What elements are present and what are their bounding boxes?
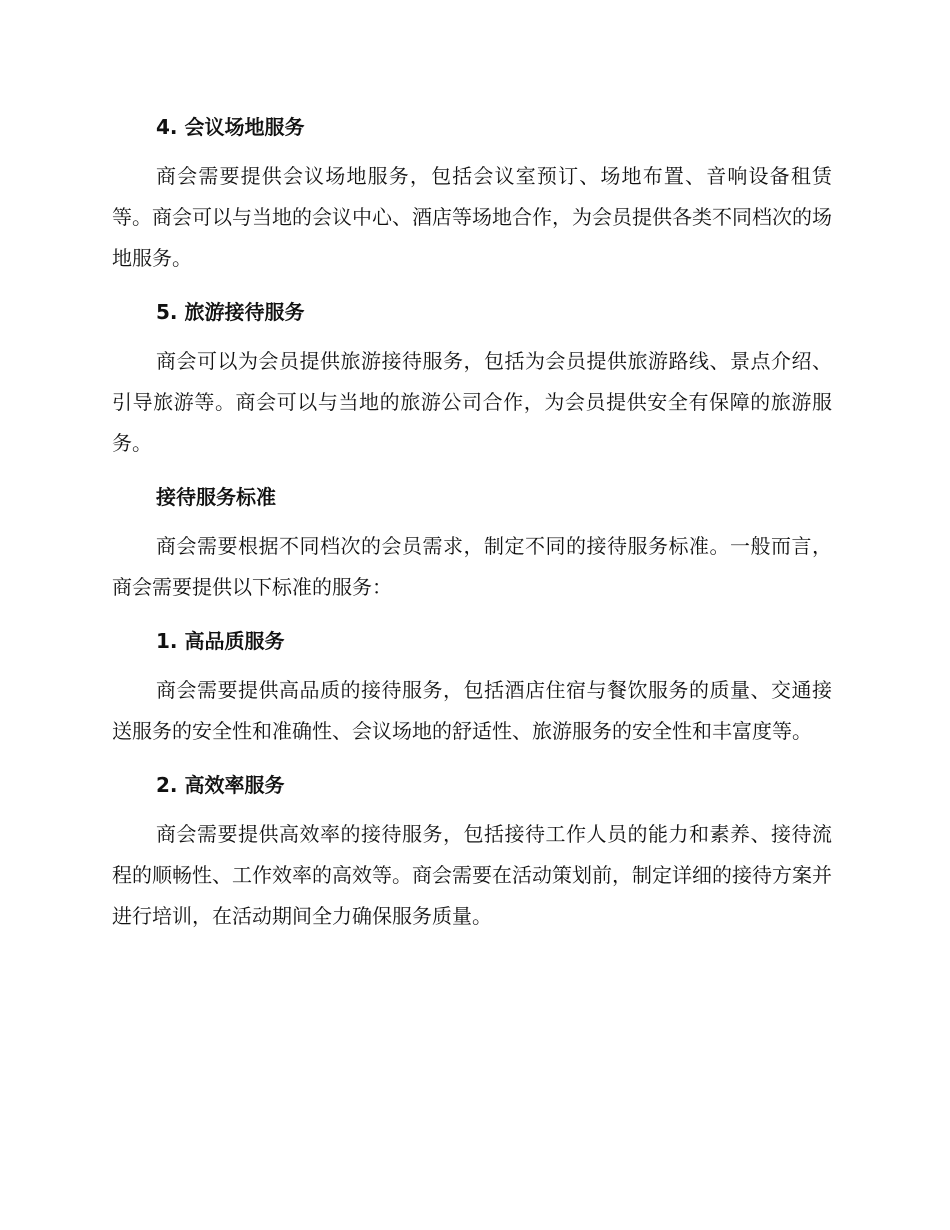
document-page [112, 106, 832, 949]
section-heading-service-standards: 接待服务标准 [156, 485, 276, 509]
section-body-high-quality: 商会需要提供高品质的接待服务，包括酒店住宿与餐饮服务的质量、交通接送服务的安全性和准确性、会议场地的舒适性、旅游服务的安全性和丰富度等。 [112, 678, 832, 743]
section-body-meeting-venue: 商会需要提供会议场地服务，包括会议室预订、场地布置、音响设备租赁等。商会可以与当地的会议中心、酒店等场地合作，为会员提供各类不同档次的场地服务。 [112, 164, 832, 270]
section-body-tourism-reception: 商会可以为会员提供旅游接待服务，包括为会员提供旅游路线、景点介绍、引导旅游等。商会可以与当地的旅游公司合作，为会员提供安全有保障的旅游服务。 [112, 349, 832, 455]
section-heading-tourism-reception: 5. 旅游接待服务 [156, 300, 305, 324]
section-body-service-standards: 商会需要根据不同档次的会员需求，制定不同的接待服务标准。一般而言，商会需要提供以下标准的服务： [112, 534, 832, 599]
section-heading-high-efficiency: 2. 高效率服务 [156, 773, 285, 797]
section-heading-high-quality: 1. 高品质服务 [156, 629, 285, 653]
section-heading-meeting-venue: 4. 会议场地服务 [156, 115, 305, 139]
section-body-high-efficiency: 商会需要提供高效率的接待服务，包括接待工作人员的能力和素养、接待流程的顺畅性、工作效率的高效等。商会需要在活动策划前，制定详细的接待方案并进行培训，在活动期间全力确保服务质量。 [112, 822, 832, 928]
